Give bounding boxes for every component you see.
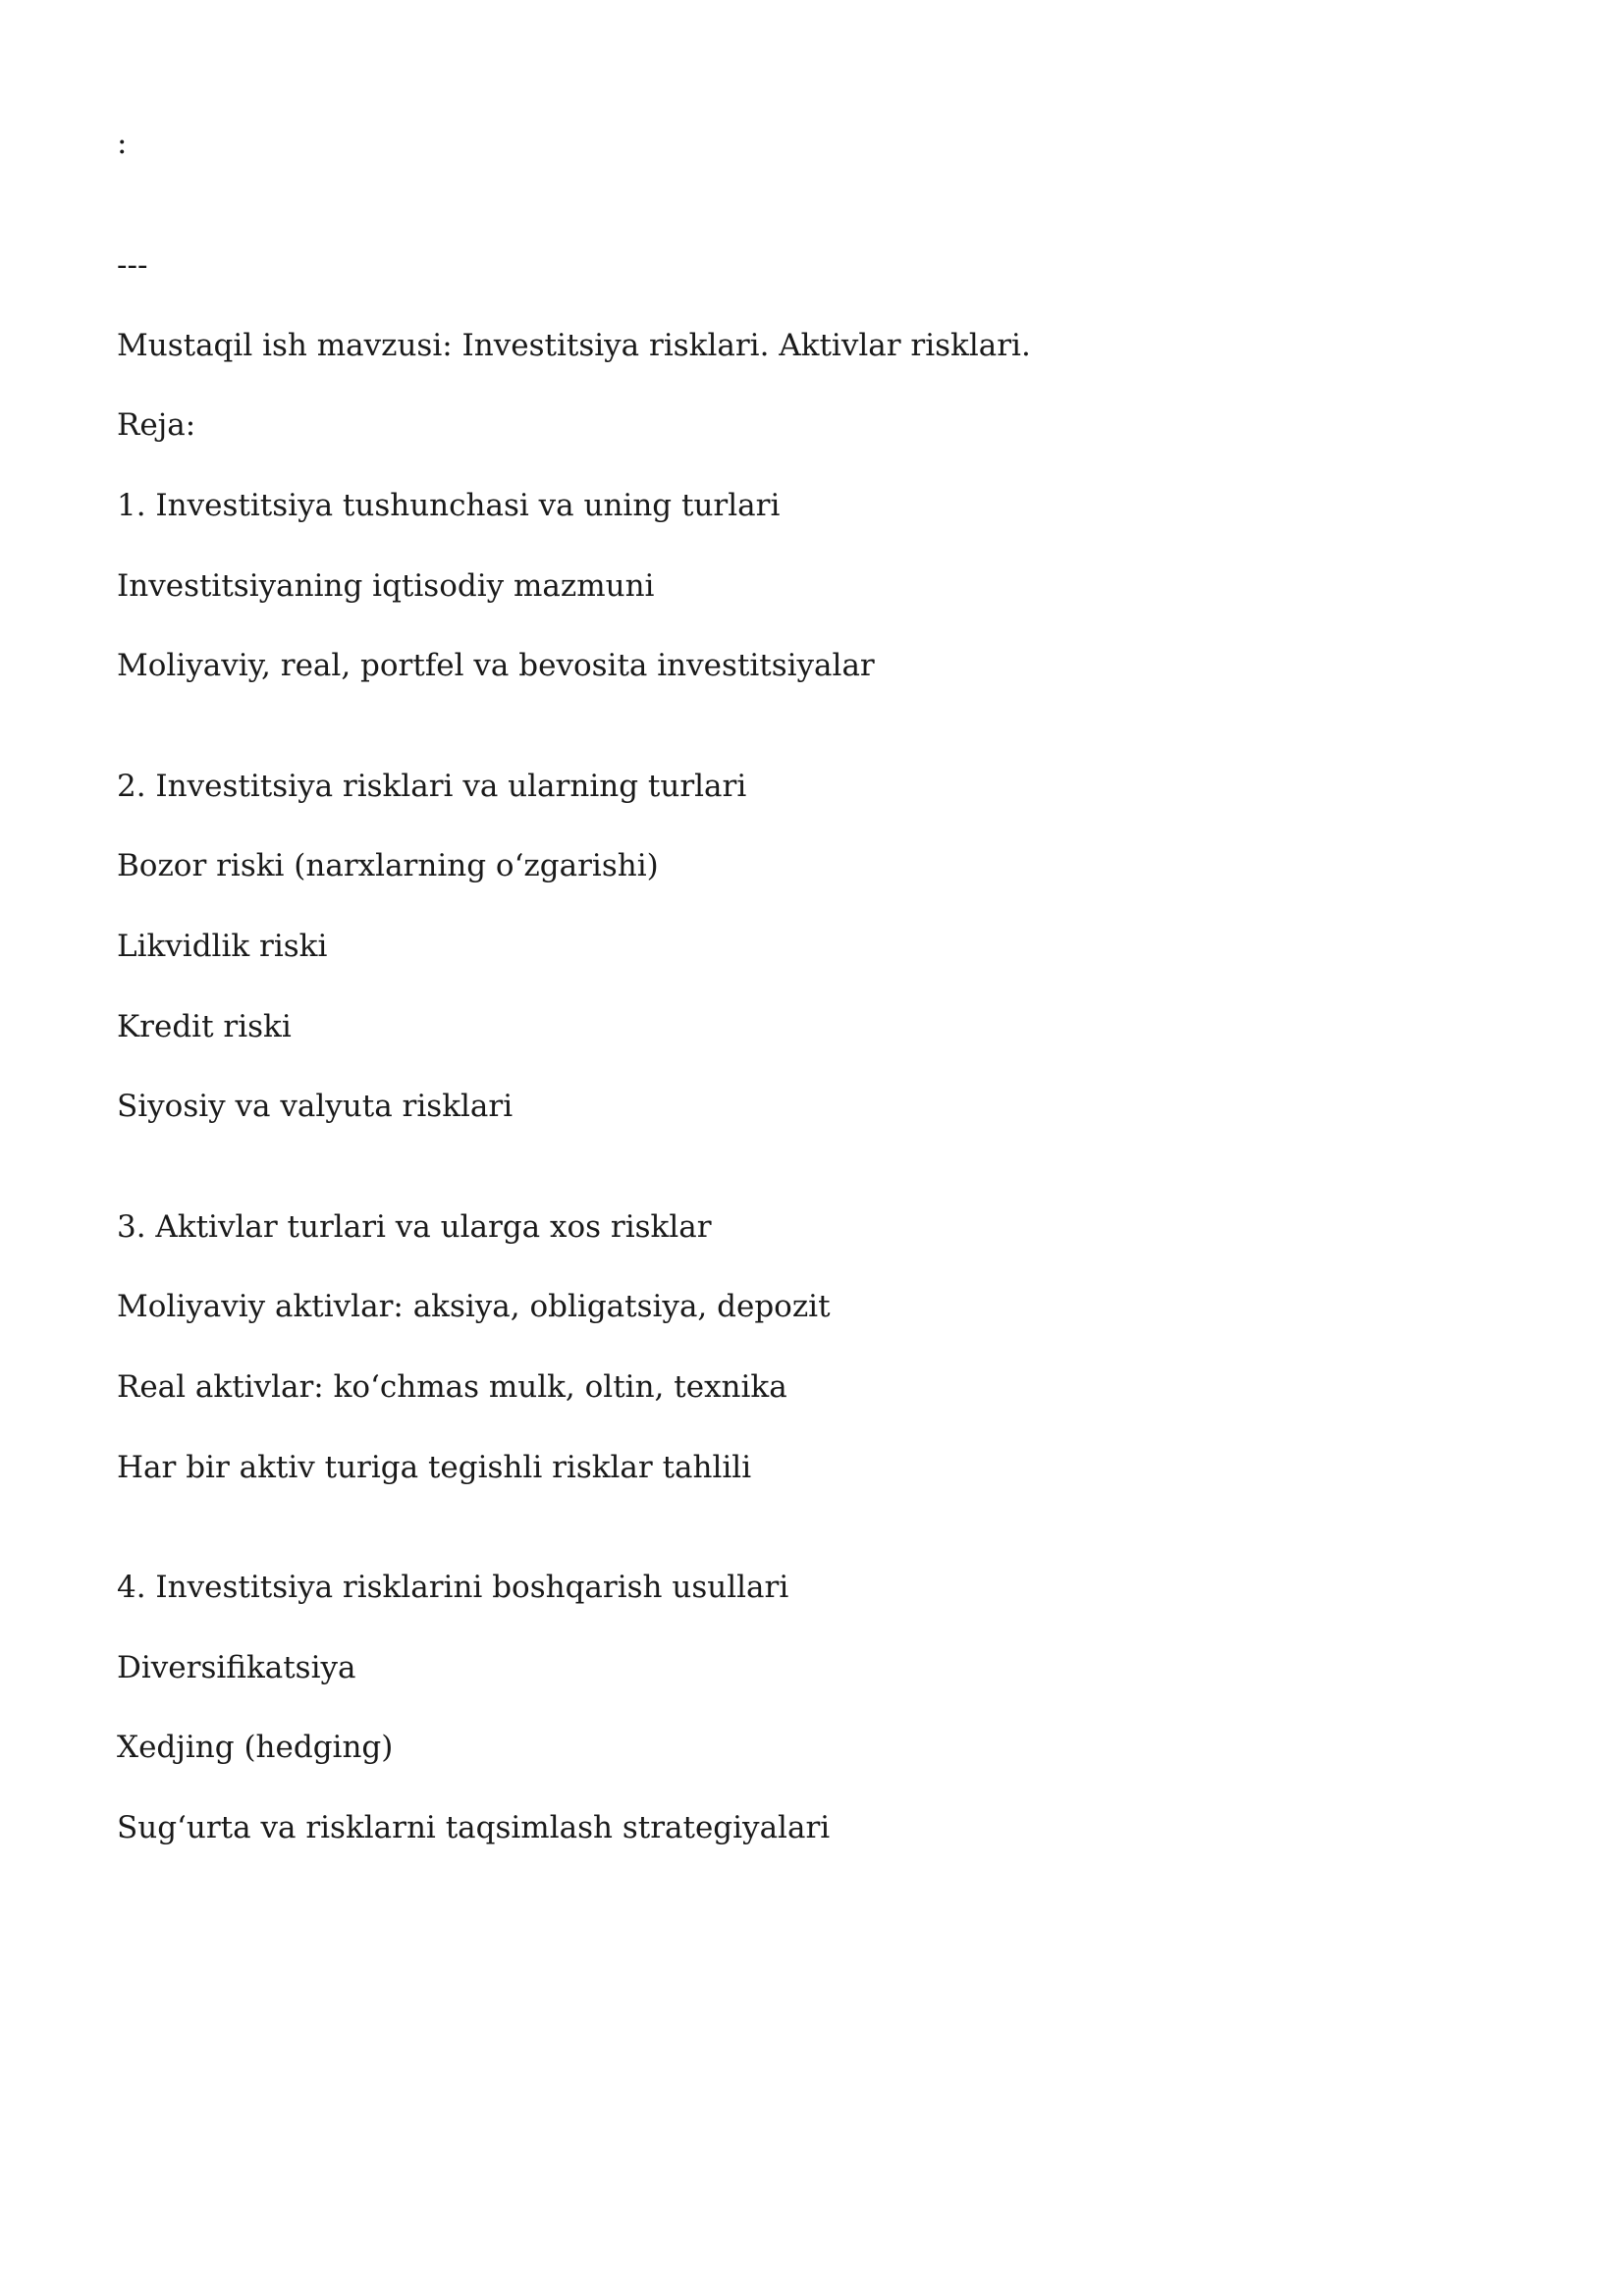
plan-item: Sug‘urta va risklarni taqsimlash strategiyalari [117,1810,831,1845]
plan-item: Real aktivlar: ko‘chmas mulk, oltin, texnika [117,1369,787,1405]
plan-item: Siyosiy va valyuta risklari [117,1089,514,1124]
plan-item: Kredit riski [117,1009,292,1044]
section-heading: 2. Investitsiya risklari va ularning turlari [117,769,747,804]
plan-item: Diversifikatsiya [117,1650,356,1685]
section-heading: 4. Investitsiya risklarini boshqarish usullari [117,1570,789,1605]
plan-label: Reja: [117,407,196,443]
plan-item: Likvidlik riski [117,929,328,964]
plan-item: Investitsiyaning iqtisodiy mazmuni [117,568,655,604]
separator-line: --- [117,247,148,283]
topic-title: Mustaqil ish mavzusi: Investitsiya risklari. Aktivlar risklari. [117,328,1031,363]
plan-item: Moliyaviy, real, portfel va bevosita investitsiyalar [117,648,875,683]
section-heading: 1. Investitsiya tushunchasi va uning turlari [117,488,781,523]
plan-item: Xedjing (hedging) [117,1730,394,1765]
colon-mark: : [117,126,128,161]
plan-item: Har bir aktiv turiga tegishli risklar tahlili [117,1450,752,1485]
plan-item: Moliyaviy aktivlar: aksiya, obligatsiya, depozit [117,1289,831,1324]
section-heading: 3. Aktivlar turlari va ularga xos risklar [117,1209,712,1245]
plan-item: Bozor riski (narxlarning o‘zgarishi) [117,848,659,883]
